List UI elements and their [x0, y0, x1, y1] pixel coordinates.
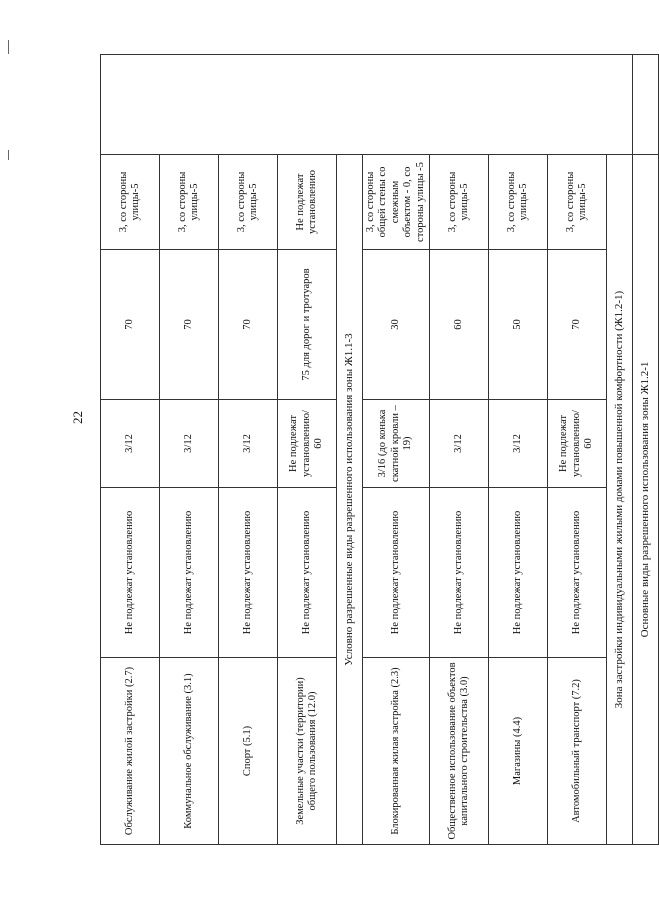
table-cell: Общественное использование объектов капитального строительства (3.0)	[429, 658, 488, 845]
table-cell: 3/12	[101, 400, 160, 488]
table-cell: Спорт (5.1)	[219, 658, 278, 845]
table-cell: Не подлежат установлению	[278, 155, 337, 250]
table-cell: Не подлежат установлению	[429, 488, 488, 658]
table-cell: 50	[488, 250, 547, 400]
table-cell: Не подлежат установлению	[547, 488, 606, 658]
table-cell: 3/12	[219, 400, 278, 488]
table-cell: 3, со стороны улицы-5	[219, 155, 278, 250]
section-header-row	[337, 55, 363, 845]
scan-mark	[8, 150, 9, 160]
table-row	[363, 55, 430, 845]
table-cell: Коммунальное обслуживание (3.1)	[160, 658, 219, 845]
page-number: 22	[70, 411, 85, 424]
table-cell: 60	[429, 250, 488, 400]
table-cell: Не подлежат установлению/ 60	[547, 400, 606, 488]
table-cell: 3/12	[488, 400, 547, 488]
table-cell: 3/12	[429, 400, 488, 488]
table-cell: 3, со стороны улицы-5	[101, 155, 160, 250]
table-row	[101, 55, 160, 845]
section-title: Основные виды разрешенного использования зоны Ж1.2-1	[632, 155, 658, 845]
table-row	[160, 55, 219, 845]
table-cell: Не подлежат установлению	[363, 488, 430, 658]
table-row	[488, 55, 547, 845]
table-row	[219, 55, 278, 845]
table-cell: Блокированная жилая застройка (2.3)	[363, 658, 430, 845]
margin-cell	[632, 55, 658, 155]
section-title: Условно разрешенные виды разрешенного использования зоны Ж1.1-3	[337, 155, 363, 845]
table-cell: 70	[219, 250, 278, 400]
table-cell: Не подлежат установлению	[219, 488, 278, 658]
table-cell: Не подлежат установлению	[160, 488, 219, 658]
table-cell: 3, со стороны улицы-5	[160, 155, 219, 250]
table-cell: Магазины (4.4)	[488, 658, 547, 845]
table-cell: 3/12	[160, 400, 219, 488]
table-cell: 3, со стороны общей стены со смежным объектом - 0, со стороны улицы -5	[363, 155, 430, 250]
section-title: Зона застройки индивидуальными жилыми домами повышенной комфортности (Ж1.2-1)	[606, 155, 632, 845]
table-cell: Не подлежат установлению/ 60	[278, 400, 337, 488]
table-row	[429, 55, 488, 845]
table-cell: 70	[101, 250, 160, 400]
scan-mark	[8, 40, 9, 54]
table-cell: Земельные участки (территории) общего пользования (12.0)	[278, 658, 337, 845]
table-cell: Обслуживание жилой застройки (2.7)	[101, 658, 160, 845]
table-cell: 30	[363, 250, 430, 400]
table-cell: 3/16 (до конька скатной кровли – 19)	[363, 400, 430, 488]
section-header-row	[606, 55, 632, 845]
table-cell: 70	[547, 250, 606, 400]
table-cell: Не подлежат установлению	[278, 488, 337, 658]
table-cell: 70	[160, 250, 219, 400]
table-cell: 3, со стороны улицы-5	[488, 155, 547, 250]
margin-cell	[101, 55, 633, 155]
zoning-parameters-table	[100, 54, 659, 845]
table-cell: 3, со стороны улицы-5	[547, 155, 606, 250]
section-header-row	[632, 55, 658, 845]
table-row	[547, 55, 606, 845]
table-cell: 3, со стороны улицы-5	[429, 155, 488, 250]
rotated-table-container	[100, 55, 651, 845]
table-cell: Автомобильный транспорт (7.2)	[547, 658, 606, 845]
table-row	[278, 55, 337, 845]
table-cell: 75 для дорог и тротуаров	[278, 250, 337, 400]
table-cell: Не подлежат установлению	[101, 488, 160, 658]
table-cell: Не подлежат установлению	[488, 488, 547, 658]
